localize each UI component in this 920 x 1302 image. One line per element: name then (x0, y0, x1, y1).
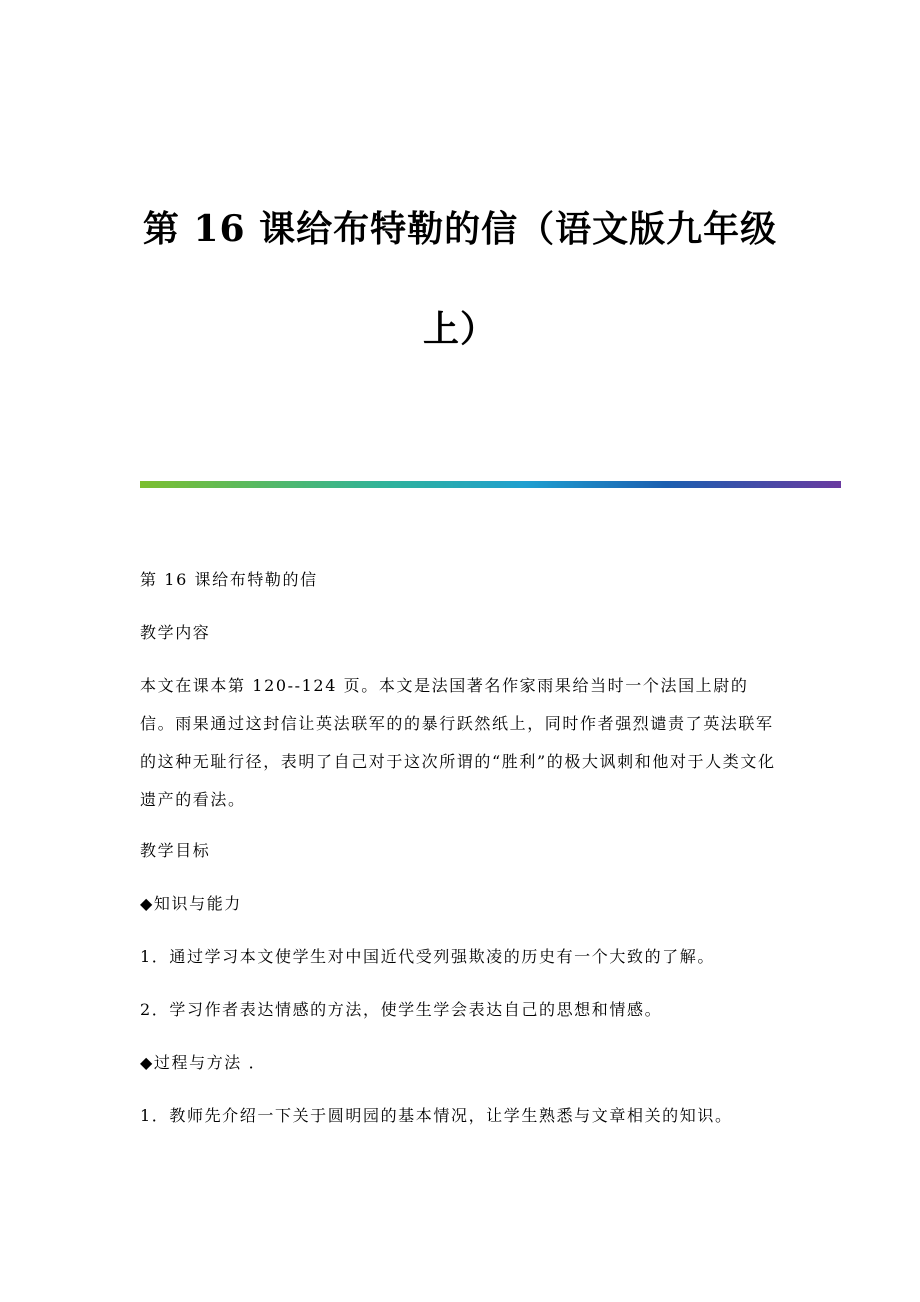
section-heading-content: 教学内容 (140, 623, 211, 642)
content-paragraph: 本文在课本第 120--124 页。本文是法国著名作家雨果给当时一个法国上尉的信。雨果通过这封信让英法联军的的暴行跃然纸上，同时作者强烈谴责了英法联军的这种无耻行径，表明了自己对于这次所谓的“胜利”的极大讽刺和他对于人类文化遗产的看法。 (140, 676, 776, 809)
title-line-2: 上） (422, 308, 497, 350)
goal-item-1: 1．通过学习本文使学生对中国近代受列强欺凌的历史有一个大致的了解。 (140, 947, 715, 966)
lesson-heading: 第 16 课给布特勒的信 (140, 570, 318, 589)
title-divider (140, 481, 841, 488)
document-body (140, 566, 780, 1155)
goal-item-2: 2．学习作者表达情感的方法，使学生学会表达自己的思想和情感。 (140, 1000, 663, 1019)
section-heading-goals: 教学目标 (140, 841, 211, 860)
subheading-knowledge: ◆知识与能力 (140, 894, 242, 913)
process-item-1: 1．教师先介绍一下关于圆明园的基本情况，让学生熟悉与文章相关的知识。 (140, 1106, 733, 1125)
title-line-1: 第 16 课给布特勒的信（语文版九年级 (142, 208, 778, 250)
subheading-process: ◆过程与方法 ． (140, 1053, 267, 1072)
document-title (0, 205, 920, 353)
